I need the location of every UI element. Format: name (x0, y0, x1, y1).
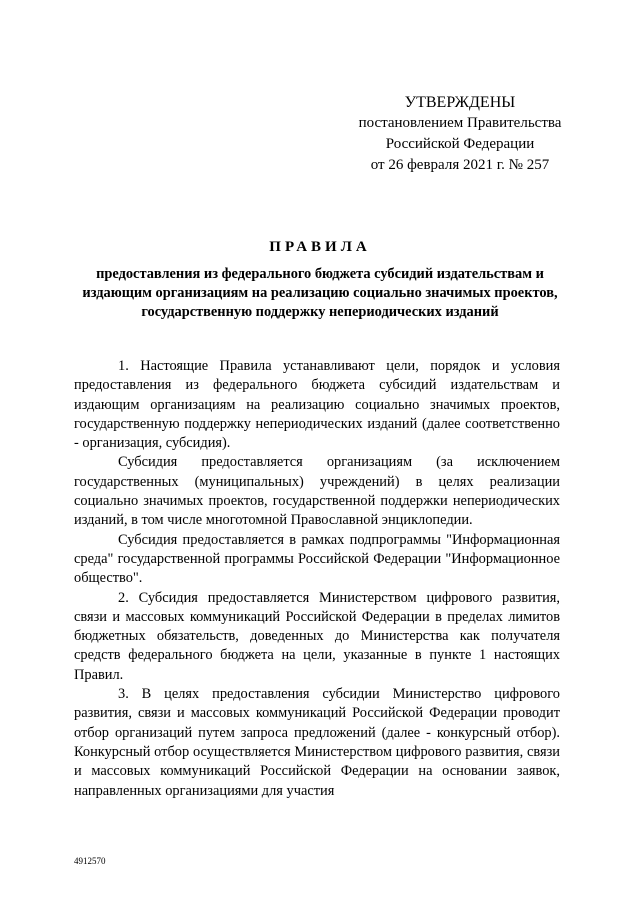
approval-line-1: постановлением Правительства (358, 115, 562, 131)
approval-heading: УТВЕРЖДЕНЫ (404, 94, 516, 111)
document-body (74, 357, 560, 801)
paragraph-1: 1. Настоящие Правила устанавливают цели, порядок и условия предоставления из федерального бюджета субсидий издательствам и издающим организациям на реализацию социально значимых проектов, государственную поддержку непериодических изданий (далее соответственно - организация, субсидия). (74, 358, 560, 452)
document-title: ПРАВИЛА (269, 239, 371, 255)
approval-line-3: от 26 февраля 2021 г. № 257 (370, 157, 550, 173)
document-subtitle: предоставления из федерального бюджета субсидий издательствам и издающим организациям на реализацию социально значимых проектов, государственную поддержку непериодических изданий (82, 266, 558, 320)
paragraph-4: 2. Субсидия предоставляется Министерством цифрового развития, связи и массовых коммуникаций Российской Федерации в пределах лимитов бюджетных обязательств, доведенных до Министерства как получателя средств федерального бюджета на цели, указанные в пункте 1 настоящих Правил. (74, 589, 560, 683)
paragraph-5: 3. В целях предоставления субсидии Министерство цифрового развития, связи и массовых коммуникаций Российской Федерации проводит отбор организаций путем запроса предложений (далее - конкурсный отбор). Конкурсный отбор осуществляется Министерством цифрового развития, связи и массовых коммуникаций Российской Федерации на основании заявок, направленных организациями для участия (74, 686, 560, 799)
paragraph-3: Субсидия предоставляется в рамках подпрограммы "Информационная среда" государственной программы Российской Федерации "Информационное общество". (74, 531, 560, 587)
document-id: 4912570 (74, 856, 106, 866)
approval-block (340, 92, 580, 176)
approval-line-2: Российской Федерации (385, 136, 535, 152)
paragraph-2: Субсидия предоставляется организациям (за исключением государственных (муниципальных) учреждений) в целях реализации социально значимых проектов, государственной поддержки непериодических изданий, в том числе многотомной Православной энциклопедии. (74, 454, 560, 529)
